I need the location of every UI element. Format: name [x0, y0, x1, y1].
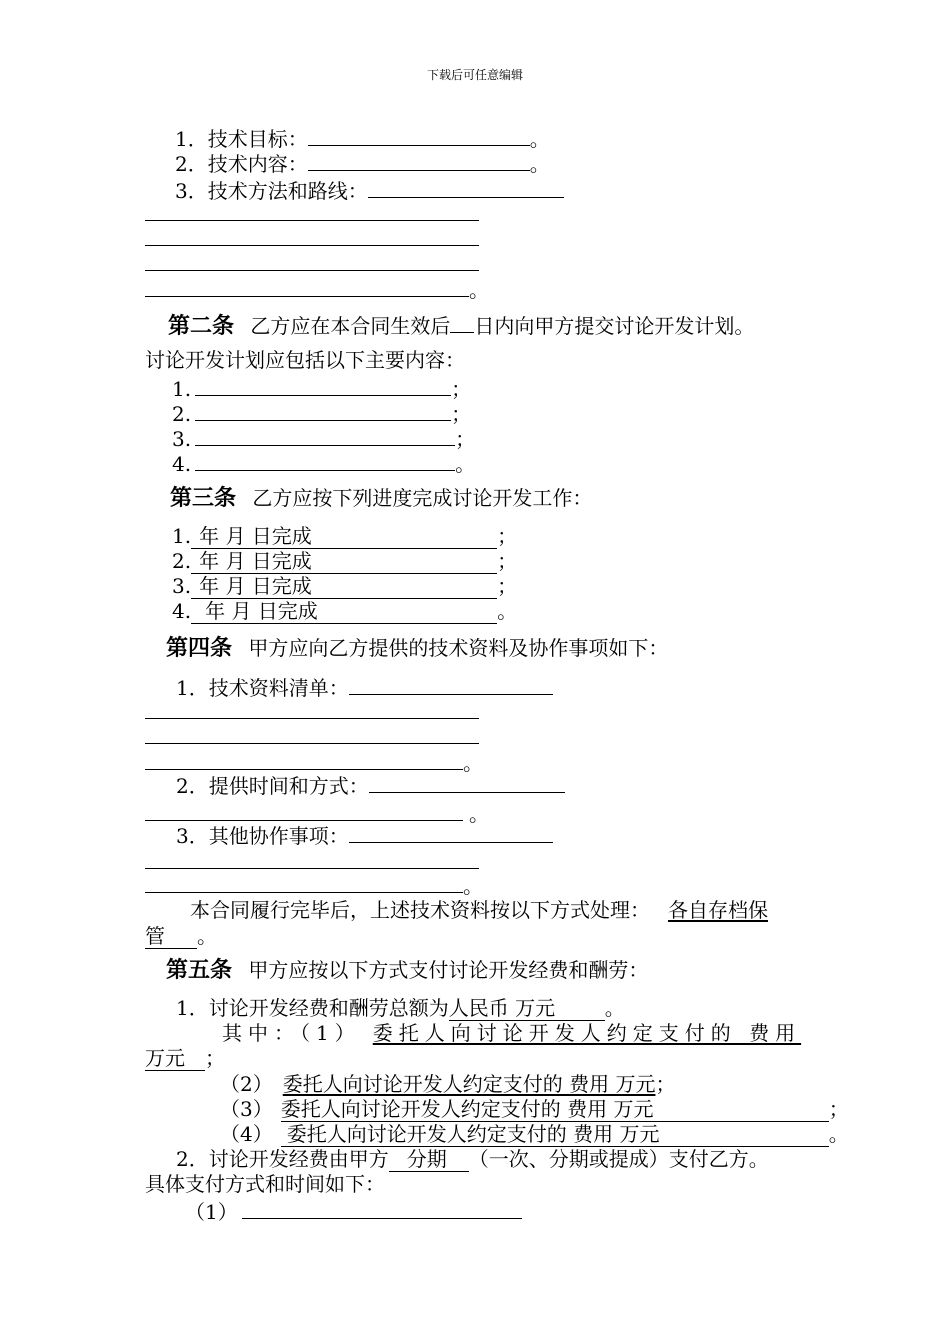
other-matters-blank[interactable]: [349, 822, 553, 843]
fee-detail-3-label: （3）: [220, 1097, 273, 1121]
days-blank[interactable]: [450, 312, 474, 333]
fee-detail-2-value: 委托人向讨论开发人约定支付的 费用 万元: [282, 1072, 656, 1096]
period: 。: [828, 1122, 849, 1146]
item-number: 1.: [172, 524, 192, 548]
blank-line[interactable]: [145, 800, 463, 821]
article-3-title: 第三条: [170, 486, 237, 511]
total-fee-label: 1．讨论开发经费和酬劳总额为: [176, 996, 449, 1020]
semicolon: ；: [451, 402, 472, 426]
provide-time-blank[interactable]: [369, 772, 565, 793]
article-2-text-b: 日内向甲方提交讨论开发计划。: [474, 314, 755, 338]
date-text: 年 月 日完成: [205, 599, 318, 623]
plan-item-2-blank[interactable]: [195, 400, 451, 421]
payment-item-1-blank[interactable]: [242, 1198, 522, 1219]
blank-line-end: [145, 276, 489, 302]
materials-handling-text: 本合同履行完毕后，上述技术资料按以下方式处理：: [190, 898, 650, 922]
provide-time-line: [176, 772, 565, 798]
fee-detail-1-value: 委托人向讨论开发人约定支付的 费用: [372, 1021, 802, 1045]
total-fee-line: [176, 996, 625, 1021]
semicolon: ；: [497, 549, 518, 573]
blank-line-end: [145, 872, 483, 898]
payment-item-1: [185, 1198, 522, 1224]
fee-detail-4-label: （4）: [220, 1122, 273, 1146]
other-matters-line: [176, 822, 553, 848]
fee-detail-4-value: 委托人向讨论开发人约定支付的 费用 万元: [286, 1122, 660, 1146]
blank-line[interactable]: [145, 749, 463, 770]
blank-line[interactable]: [145, 270, 479, 271]
plan-item-3: [172, 425, 475, 451]
item-number: 4.: [172, 452, 192, 476]
tech-content-blank[interactable]: [308, 150, 530, 171]
fee-detail-2-line: [220, 1072, 675, 1096]
blank-line[interactable]: [145, 868, 479, 869]
plan-item-4-blank[interactable]: [195, 450, 455, 471]
tech-goal-blank[interactable]: [308, 125, 530, 146]
article-4-title: 第四条: [166, 636, 233, 661]
materials-handling-line: [190, 898, 768, 922]
total-fee-field[interactable]: [449, 996, 605, 1021]
tech-content-line: [175, 150, 550, 176]
period: 。: [469, 278, 489, 302]
blank-line[interactable]: [145, 220, 479, 221]
plan-item-4: [172, 450, 475, 476]
tech-materials-line: [176, 674, 553, 700]
item-number: 2.: [172, 402, 192, 426]
tech-method-label: 3．技术方法和路线：: [175, 179, 368, 203]
period: 。: [463, 751, 483, 775]
fee-detail-1-line: [222, 1021, 801, 1045]
semicolon: ；: [205, 1046, 225, 1070]
item-number: （1）: [185, 1200, 238, 1224]
blank-line[interactable]: [145, 718, 479, 719]
period: 。: [197, 924, 217, 948]
tech-materials-blank[interactable]: [349, 674, 553, 695]
plan-item-1: [172, 375, 471, 401]
fee-detail-1-amount: 万元: [145, 1046, 185, 1070]
blank-line[interactable]: [145, 276, 469, 297]
schedule-item-1-field[interactable]: [191, 524, 497, 549]
total-fee-value: 人民币 万元: [448, 996, 556, 1020]
article-5-title: 第五条: [166, 958, 233, 983]
article-5-line: [166, 958, 648, 983]
semicolon: ；: [655, 1072, 676, 1096]
schedule-item-4-field[interactable]: [191, 599, 497, 624]
article-4-text: 甲方应向乙方提供的技术资料及协作事项如下：: [248, 636, 669, 660]
fee-detail-1-line-2: [145, 1046, 225, 1071]
date-text: 年 月 日完成: [199, 524, 312, 548]
period: 。: [469, 802, 489, 826]
schedule-item-3: [172, 574, 517, 599]
fee-detail-1-label: 其中：（1）: [222, 1021, 361, 1045]
date-text: 年 月 日完成: [199, 574, 312, 598]
semicolon: ；: [497, 524, 518, 548]
plan-item-2: [172, 400, 471, 426]
handling-method-b-field[interactable]: [145, 924, 197, 949]
item-number: 3.: [172, 574, 192, 598]
semicolon: ；: [497, 574, 518, 598]
article-2-text-a: 乙方应在本合同生效后: [250, 314, 451, 338]
fee-detail-3-line: [220, 1097, 849, 1122]
tech-content-label: 2．技术内容：: [175, 152, 308, 176]
fee-detail-3-field[interactable]: [281, 1097, 829, 1122]
article-3-text: 乙方应按下列进度完成讨论开发工作：: [252, 486, 593, 510]
article-5-text: 甲方应按以下方式支付讨论开发经费和酬劳：: [248, 958, 649, 982]
article-4-line: [166, 636, 668, 661]
fee-detail-1-amount-field[interactable]: [145, 1046, 205, 1071]
blank-line[interactable]: [145, 743, 479, 744]
period: 。: [497, 599, 518, 623]
page-header: 下载后可任意编辑: [426, 68, 523, 82]
tech-materials-label: 1．技术资料清单：: [176, 676, 349, 700]
schedule-item-4: [172, 599, 517, 624]
payment-method-options: （一次、分期或提成）支付乙方。: [468, 1147, 769, 1171]
item-number: 4.: [172, 599, 192, 623]
tech-goal-line: [175, 125, 550, 151]
blank-line[interactable]: [145, 245, 479, 246]
materials-handling-line-2: [145, 924, 217, 949]
fee-detail-3-value: 委托人向讨论开发人约定支付的 费用 万元: [280, 1097, 654, 1121]
handling-method-b: 管: [145, 924, 165, 948]
article-2-title: 第二条: [168, 314, 235, 339]
payment-method-line: [176, 1147, 769, 1172]
semicolon: ；: [455, 427, 476, 451]
period: 。: [529, 152, 550, 176]
payment-method-field[interactable]: [389, 1147, 469, 1172]
other-matters-label: 3．其他协作事项：: [176, 824, 349, 848]
item-number: 1.: [172, 377, 192, 401]
period: 。: [529, 127, 550, 151]
handling-method-a: 各自存档保: [668, 898, 768, 922]
fee-detail-4-field[interactable]: [281, 1122, 829, 1147]
fee-detail-2-label: （2）: [220, 1072, 273, 1096]
semicolon: ；: [451, 377, 472, 401]
article-2-line: [168, 312, 754, 339]
article-2-text-2: 讨论开发计划应包括以下主要内容：: [145, 348, 465, 372]
tech-goal-label: 1．技术目标：: [175, 127, 308, 151]
payment-detail-text: 具体支付方式和时间如下：: [145, 1172, 385, 1196]
schedule-item-3-field[interactable]: [191, 574, 497, 599]
article-3-line: [170, 486, 592, 511]
date-text: 年 月 日完成: [199, 549, 312, 573]
tech-method-line: [175, 177, 564, 203]
payment-method-label: 2．讨论开发经费由甲方: [176, 1147, 389, 1171]
tech-method-blank[interactable]: [368, 177, 564, 198]
plan-item-3-blank[interactable]: [195, 425, 455, 446]
plan-item-1-blank[interactable]: [195, 375, 451, 396]
payment-method-value: 分期: [406, 1147, 447, 1171]
blank-line[interactable]: [145, 872, 463, 893]
period: 。: [463, 874, 483, 898]
fee-detail-4-line: [220, 1122, 849, 1147]
schedule-item-1: [172, 524, 517, 549]
period: 。: [604, 996, 625, 1020]
provide-time-label: 2．提供时间和方式：: [176, 774, 369, 798]
item-number: 3.: [172, 427, 192, 451]
schedule-item-2-field[interactable]: [191, 549, 497, 574]
item-number: 2.: [172, 549, 192, 573]
semicolon: ；: [828, 1097, 849, 1121]
schedule-item-2: [172, 549, 517, 574]
period: 。: [455, 452, 476, 476]
